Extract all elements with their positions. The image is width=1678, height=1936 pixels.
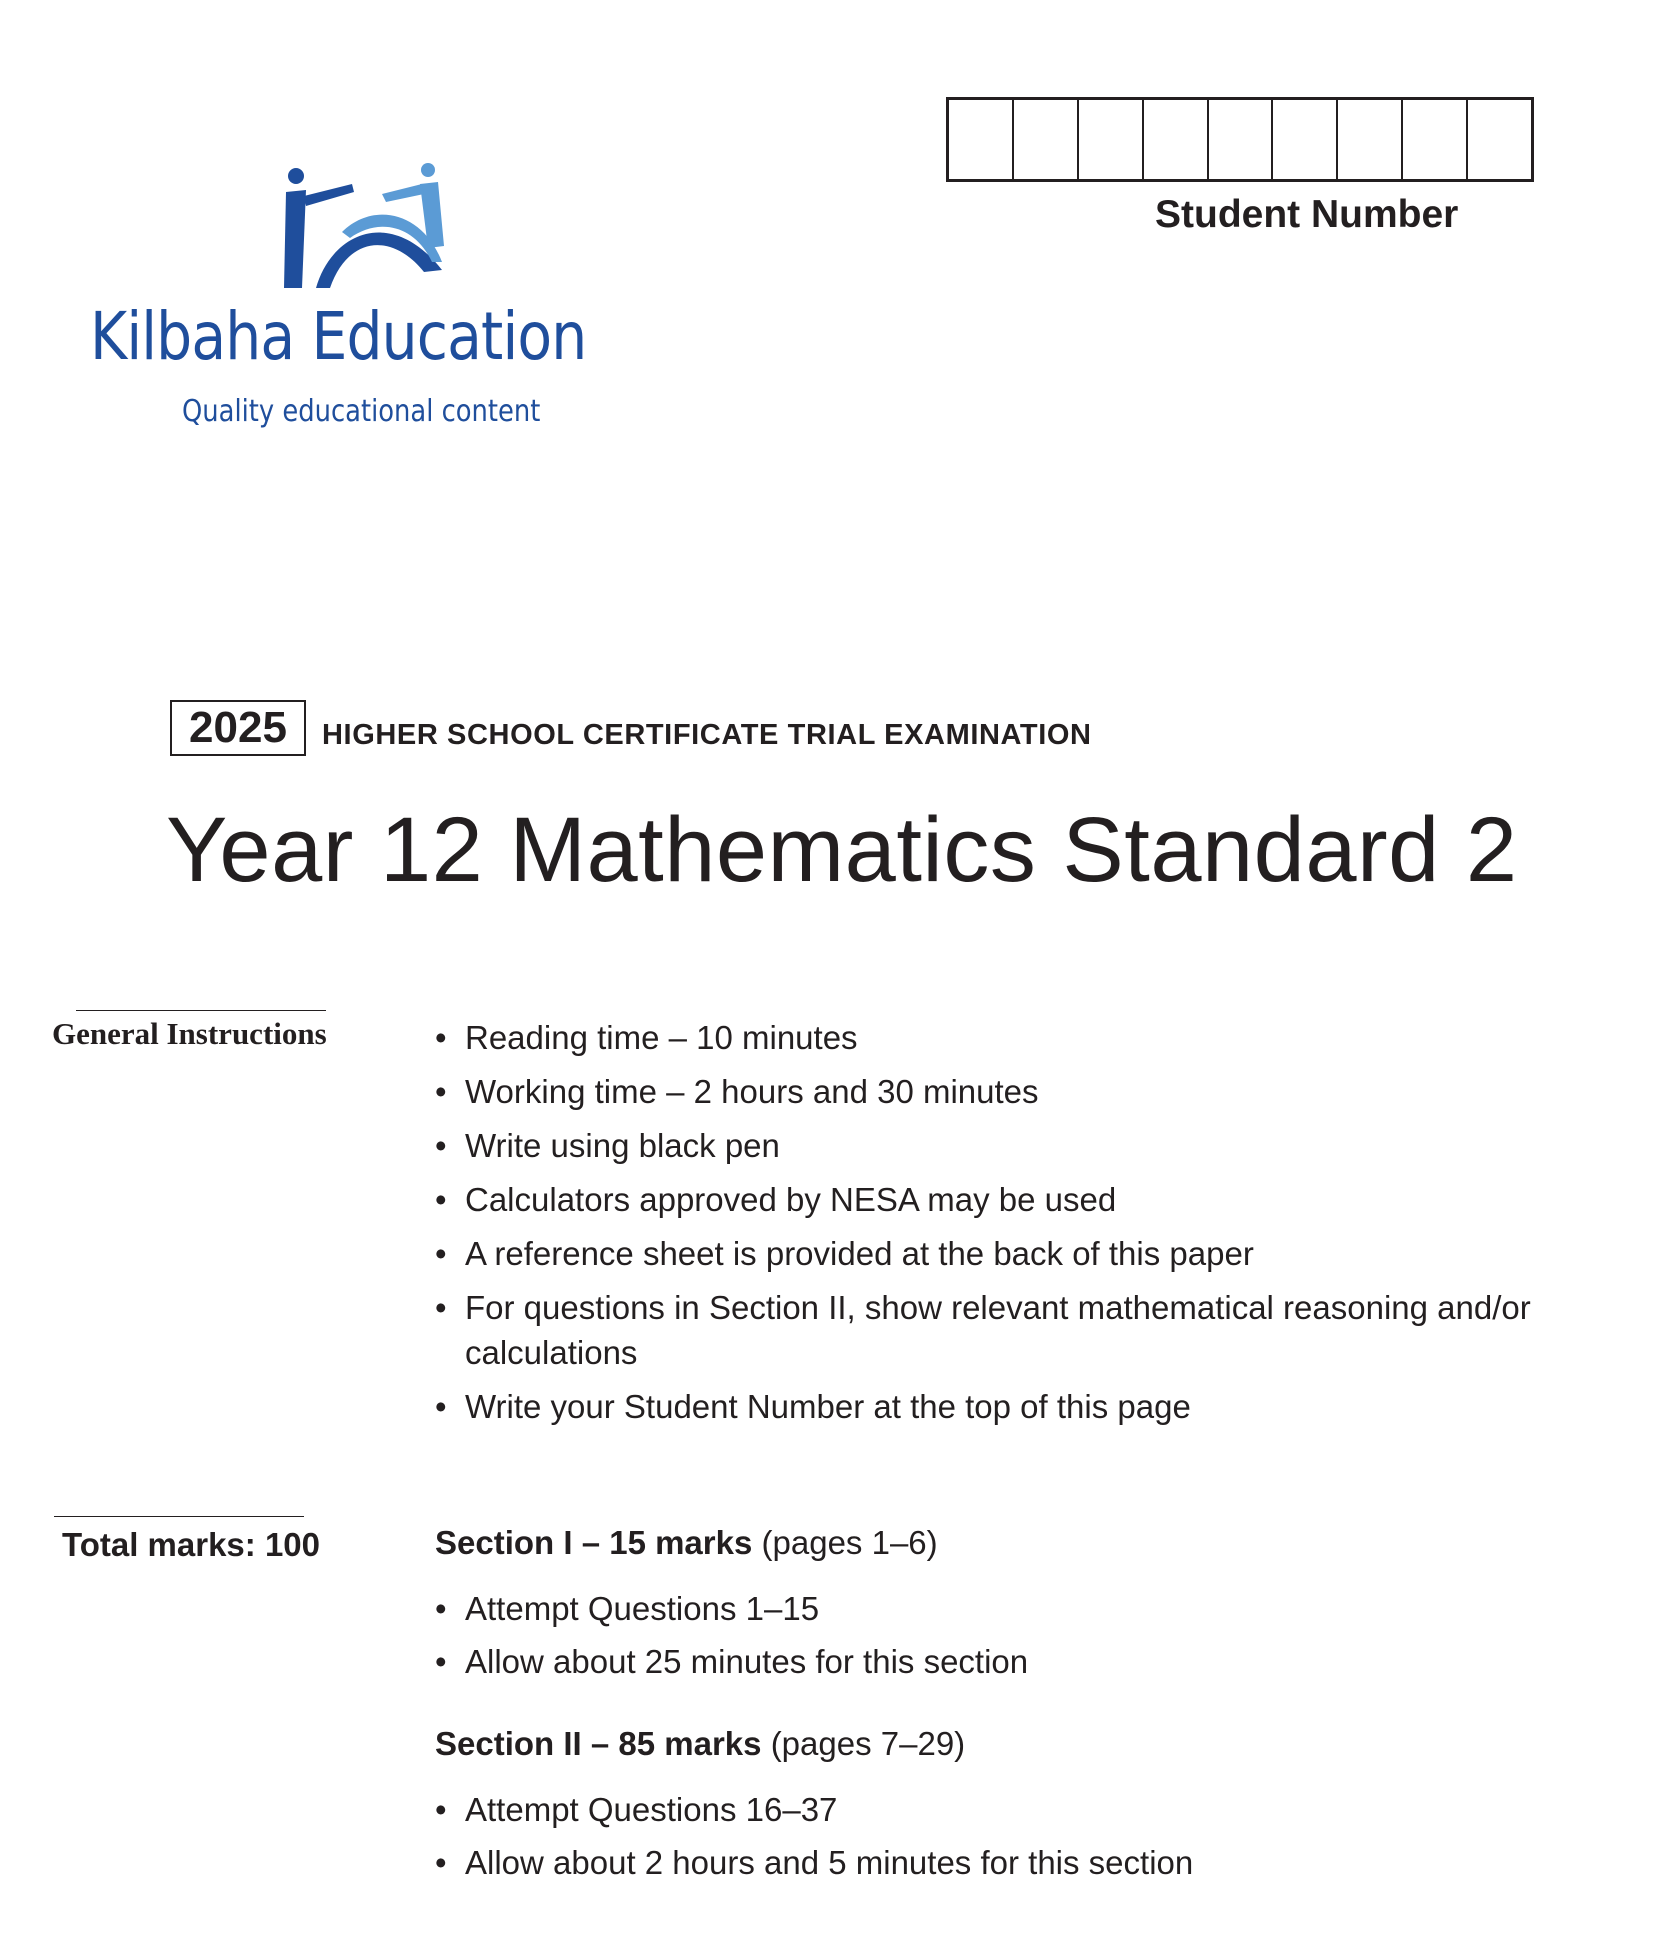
student-number-digit-box[interactable] (1403, 100, 1468, 179)
section-1-heading (435, 1524, 938, 1562)
student-number-digit-box[interactable] (1209, 100, 1274, 179)
student-number-digit-box[interactable] (1144, 100, 1209, 179)
section-1-list (435, 1586, 1028, 1692)
list-item: • Allow about 25 minutes for this section (435, 1643, 1029, 1680)
exam-name: HIGHER SCHOOL CERTIFICATE TRIAL EXAMINATION (322, 719, 1092, 751)
logo-name: Kilbaha Education (90, 298, 587, 375)
total-marks-label: Total marks: 100 (62, 1526, 321, 1563)
section-2-heading (435, 1725, 965, 1763)
student-number-digit-box[interactable] (1014, 100, 1079, 179)
divider (76, 1010, 326, 1011)
list-item: • A reference sheet is provided at the back of this paper (435, 1235, 1254, 1272)
logo-tagline: Quality educational content (182, 394, 541, 429)
student-number-label: Student Number (1155, 193, 1459, 236)
list-item: • Working time – 2 hours and 30 minutes (435, 1073, 1039, 1110)
student-number-digit-box[interactable] (1338, 100, 1403, 179)
section-pages: (pages 1–6) (761, 1524, 938, 1561)
student-number-digit-box[interactable] (949, 100, 1014, 179)
section-2-list (435, 1787, 1193, 1893)
list-item: • For questions in Section II, show relevant mathematical reasoning and/or calculations (435, 1289, 1531, 1371)
list-item: • Attempt Questions 16–37 (435, 1791, 838, 1828)
kilbaha-logo-icon (282, 162, 460, 292)
student-number-digit-box[interactable] (1273, 100, 1338, 179)
student-number-digit-box[interactable] (1468, 100, 1531, 179)
list-item: • Write using black pen (435, 1127, 780, 1164)
section-title: Section II – 85 marks (435, 1725, 762, 1762)
list-item: • Attempt Questions 1–15 (435, 1590, 820, 1627)
page-title: Year 12 Mathematics Standard 2 (166, 799, 1518, 901)
instructions-list (435, 1015, 1615, 1438)
exam-year-badge: 2025 (170, 700, 306, 756)
list-item: • Reading time – 10 minutes (435, 1019, 858, 1056)
section-pages: (pages 7–29) (770, 1725, 966, 1762)
list-item: • Write your Student Number at the top of this page (435, 1388, 1191, 1425)
list-item: • Allow about 2 hours and 5 minutes for this section (435, 1844, 1194, 1881)
student-number-boxes[interactable] (946, 97, 1534, 182)
general-instructions-label: General Instructions (52, 1016, 327, 1051)
divider (54, 1516, 304, 1517)
student-number-digit-box[interactable] (1079, 100, 1144, 179)
section-title: Section I – 15 marks (435, 1524, 753, 1561)
list-item: • Calculators approved by NESA may be used (435, 1181, 1117, 1218)
